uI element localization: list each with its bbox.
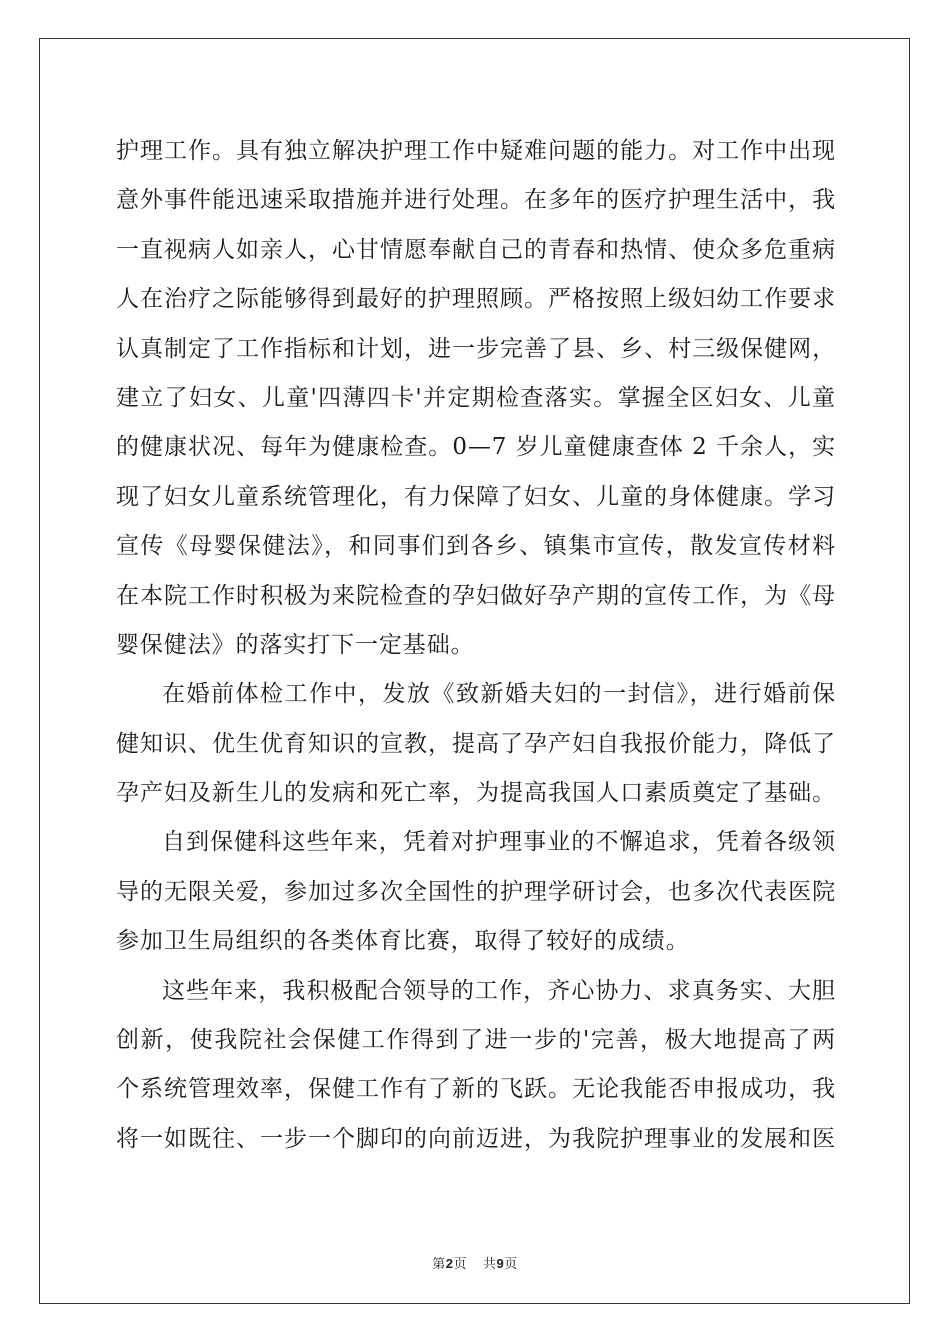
document-body <box>116 127 836 1164</box>
text-line: 宣传《母婴保健法》，和同事们到各乡、镇集市宣传，散发宣传材料 <box>116 533 836 560</box>
text-line: 健知识、优生优育知识的宣教，提高了孕产妇自我报价能力，降低了 <box>116 730 836 757</box>
footer-page-prefix: 第 <box>432 1257 446 1272</box>
footer-page-suffix: 页 <box>453 1257 467 1272</box>
text-line: 一直视病人如亲人，心甘情愿奉献自己的青春和热情、使众多危重病 <box>116 236 836 263</box>
footer-total-suffix: 页 <box>504 1257 518 1272</box>
text-line: 意外事件能迅速采取措施并进行处理。在多年的医疗护理生活中，我 <box>116 187 836 214</box>
text-line: 参加卫生局组织的各类体育比赛，取得了较好的成绩。 <box>116 928 690 955</box>
text-line: 认真制定了工作指标和计划，进一步完善了县、乡、村三级保健网， <box>116 335 836 362</box>
paragraph-3 <box>116 818 836 966</box>
text-line: 自到保健科这些年来，凭着对护理事业的不懈追求，凭着各级领 <box>162 829 836 856</box>
text-line: 这些年来，我积极配合领导的工作，齐心协力、求真务实、大胆 <box>162 977 836 1004</box>
text-line: 护理工作。具有独立解决护理工作中疑难问题的能力。对工作中出现 <box>116 138 836 164</box>
footer-current-page: 2 <box>445 1256 454 1271</box>
paragraph-4 <box>116 967 836 1165</box>
text-line: 导的无限关爱，参加过多次全国性的护理学研讨会，也多次代表医院 <box>116 878 836 905</box>
text-line: 创新，使我院社会保健工作得到了进一步的'完善，极大地提高了两 <box>116 1027 836 1054</box>
text-line: 将一如既往、一步一个脚印的向前迈进，为我院护理事业的发展和医 <box>116 1125 836 1152</box>
text-line: 在婚前体检工作中，发放《致新婚夫妇的一封信》，进行婚前保 <box>162 681 836 708</box>
footer-total-pages: 9 <box>496 1256 505 1271</box>
paragraph-1 <box>116 127 836 670</box>
text-line: 人在治疗之际能够得到最好的护理照顾。严格按照上级妇幼工作要求 <box>116 286 836 313</box>
text-line: 现了妇女儿童系统管理化，有力保障了妇女、儿童的身体健康。学习 <box>116 483 836 510</box>
text-line: 孕产妇及新生儿的发病和死亡率，为提高我国人口素质奠定了基础。 <box>116 780 836 807</box>
text-line: 在本院工作时积极为来院检查的孕妇做好孕产期的宣传工作，为《母 <box>116 582 836 609</box>
text-line: 建立了妇女、儿童'四薄四卡'并定期检查落实。掌握全区妇女、儿童 <box>116 384 836 411</box>
text-line: 的健康状况、每年为健康检查。0—7 岁儿童健康查体 2 千余人，实 <box>116 434 836 461</box>
footer-total-prefix: 共 <box>483 1257 497 1272</box>
paragraph-2 <box>116 670 836 818</box>
text-line: 个系统管理效率，保健工作有了新的飞跃。无论我能否申报成功，我 <box>116 1076 836 1103</box>
page-footer <box>0 1253 950 1272</box>
text-line: 婴保健法》的落实打下一定基础。 <box>116 631 475 658</box>
